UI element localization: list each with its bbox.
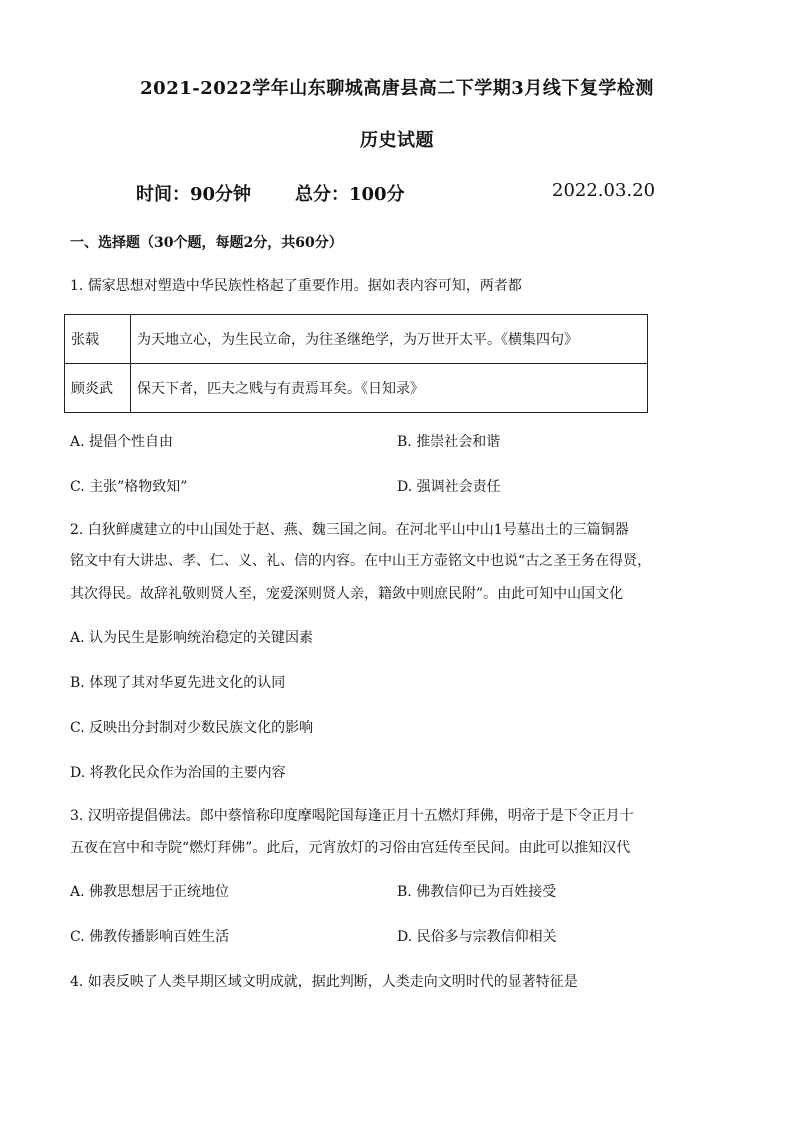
question-2-option-c[interactable]: C. 反映出分封制对少数民族文化的影响 — [70, 720, 314, 736]
question-3-option-c[interactable]: C. 佛教传播影响百姓生活 — [70, 929, 230, 945]
question-1-table — [64, 314, 648, 413]
question-2-option-a[interactable]: A. 认为民生是影响统治稳定的关键因素 — [70, 630, 314, 646]
question-2-option-d[interactable]: D. 将教化民众作为治国的主要内容 — [70, 765, 286, 781]
question-2-option-b[interactable]: B. 体现了其对华夏先进文化的认同 — [70, 675, 286, 691]
exam-date: 2022.03.20 — [552, 180, 656, 201]
question-2-stem-line: 铭文中有大讲忠、孝、仁、义、礼、信的内容。在中山王方壶铭文中也说“古之圣王务在得贤， — [70, 553, 652, 569]
question-3-stem-line: 五夜在宫中和寺院“燃灯拜佛”。此后，元宵放灯的习俗由宫廷传至民间。由此可以推知汉代 — [70, 840, 631, 856]
question-3-option-d[interactable]: D. 民俗多与宗教信仰相关 — [397, 929, 557, 945]
table-row — [65, 315, 648, 364]
table-cell-name: 顾炎武 — [65, 364, 131, 413]
table-row — [65, 364, 648, 413]
table-cell-name: 张载 — [65, 315, 131, 364]
question-2-stem-line: 其次得民。故辞礼敬则贤人至，宠爱深则贤人亲，籍敛中则庶民附”。由此可知中山国文化 — [70, 586, 624, 602]
question-1-stem: 1. 儒家思想对塑造中华民族性格起了重要作用。据如表内容可知，两者都 — [70, 278, 522, 294]
question-3-option-b[interactable]: B. 佛教信仰已为百姓接受 — [397, 884, 557, 900]
question-2-stem-line: 2. 白狄鲜虞建立的中山国处于赵、燕、魏三国之间。在河北平山中山1号墓出土的三篇铜器 — [70, 522, 629, 538]
exam-total-score: 总分：100分 — [295, 184, 405, 205]
section-title: 一、选择题（30个题，每题2分，共60分） — [70, 235, 343, 251]
question-1-option-c[interactable]: C. 主张”格物致知” — [70, 479, 188, 495]
exam-time: 时间：90分钟 — [136, 184, 252, 205]
table-cell-quote: 保天下者，匹夫之贱与有责焉耳矣。《日知录》 — [131, 364, 648, 413]
table-cell-quote: 为天地立心，为生民立命，为往圣继绝学，为万世开太平。《横集四句》 — [131, 315, 648, 364]
exam-title: 2021-2022学年山东聊城高唐县高二下学期3月线下复学检测 — [140, 78, 654, 99]
question-1-option-a[interactable]: A. 提倡个性自由 — [70, 434, 174, 450]
question-4-stem: 4. 如表反映了人类早期区域文明成就，据此判断，人类走向文明时代的显著特征是 — [70, 974, 578, 990]
question-3-option-a[interactable]: A. 佛教思想居于正统地位 — [70, 884, 230, 900]
exam-meta — [0, 180, 794, 206]
question-1-option-d[interactable]: D. 强调社会责任 — [397, 479, 501, 495]
question-1-option-b[interactable]: B. 推崇社会和谐 — [397, 434, 501, 450]
question-3-stem-line: 3. 汉明帝提倡佛法。郎中蔡愔称印度摩喝陀国每逢正月十五燃灯拜佛，明帝于是下令正月十 — [70, 808, 634, 824]
exam-subtitle: 历史试题 — [360, 130, 434, 151]
